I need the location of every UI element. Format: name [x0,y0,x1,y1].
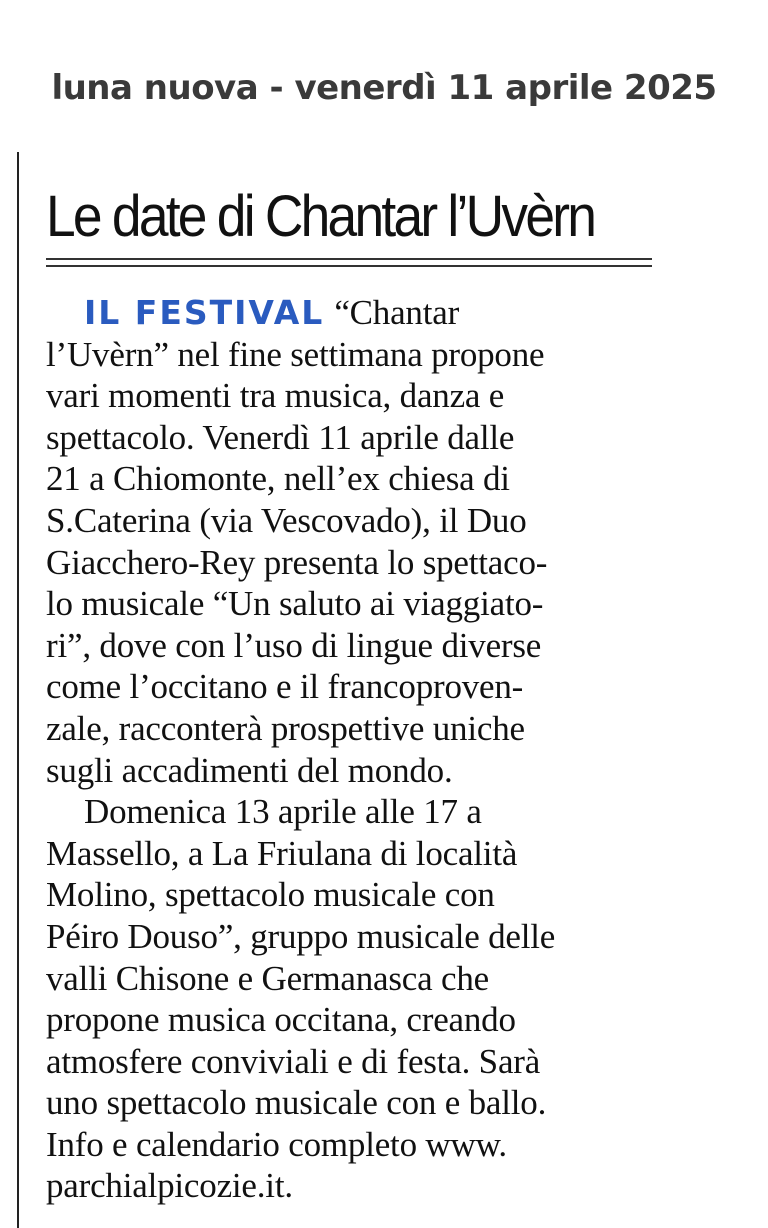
paragraph-2-line: Péiro Douso”, gruppo musicale delle [46,916,556,956]
headline-double-rule [46,258,652,267]
paragraph-1-line: 21 a Chiomonte, nell’ex chiesa di [46,459,510,499]
paragraph-1-line: spettacolo. Venerdì 11 aprile dalle [46,417,515,457]
paragraph-1-line-0 [46,292,658,334]
kicker-label: IL FESTIVAL [84,293,325,332]
paragraph-2 [46,791,658,1207]
paragraph-2-line: Domenica 13 aprile alle 17 a [84,792,482,832]
article-headline: Le date di Chantar l’Uvèrn [46,184,595,249]
paragraph-1-line: S.Caterina (via Vescovado), il Duo [46,500,527,540]
paragraph-2-line: atmosfere conviviali e di festa. Sarà [46,1041,541,1081]
paragraph-2-line: Massello, a La Friulana di località [46,833,518,873]
paragraph-1 [46,292,658,791]
paragraph-2-line: propone musica occitana, creando [46,1000,516,1040]
masthead-date: luna nuova - venerdì 11 aprile 2025 [51,68,717,108]
paragraph-1-line: come l’occitano e il francoproven- [46,667,524,707]
article-body [46,292,658,1207]
paragraph-1-line: Giacchero-Rey presenta lo spettaco- [46,542,548,582]
paragraph-2-line: valli Chisone e Germanasca che [46,958,489,998]
paragraph-2-line: parchialpicozie.it. [46,1166,293,1206]
paragraph-1-line: l’Uvèrn” nel fine settimana propone [46,334,545,374]
paragraph-1-line: lo musicale “Un saluto ai viaggiato- [46,584,544,624]
paragraph-1-line: vari momenti tra musica, danza e [46,376,505,416]
paragraph-1-line: zale, racconterà prospettive uniche [46,708,525,748]
paragraph-2-line: uno spettacolo musicale con e ballo. [46,1083,547,1123]
paragraph-2-line: Molino, spettacolo musicale con [46,875,495,915]
column-divider [17,152,19,1228]
paragraph-1-line: sugli accadimenti del mondo. [46,750,453,790]
paragraph-1-line: ri”, dove con l’uso di lingue diverse [46,625,542,665]
first-line-text: “Chantar [334,293,460,332]
paragraph-2-line: Info e calendario completo www. [46,1124,507,1164]
